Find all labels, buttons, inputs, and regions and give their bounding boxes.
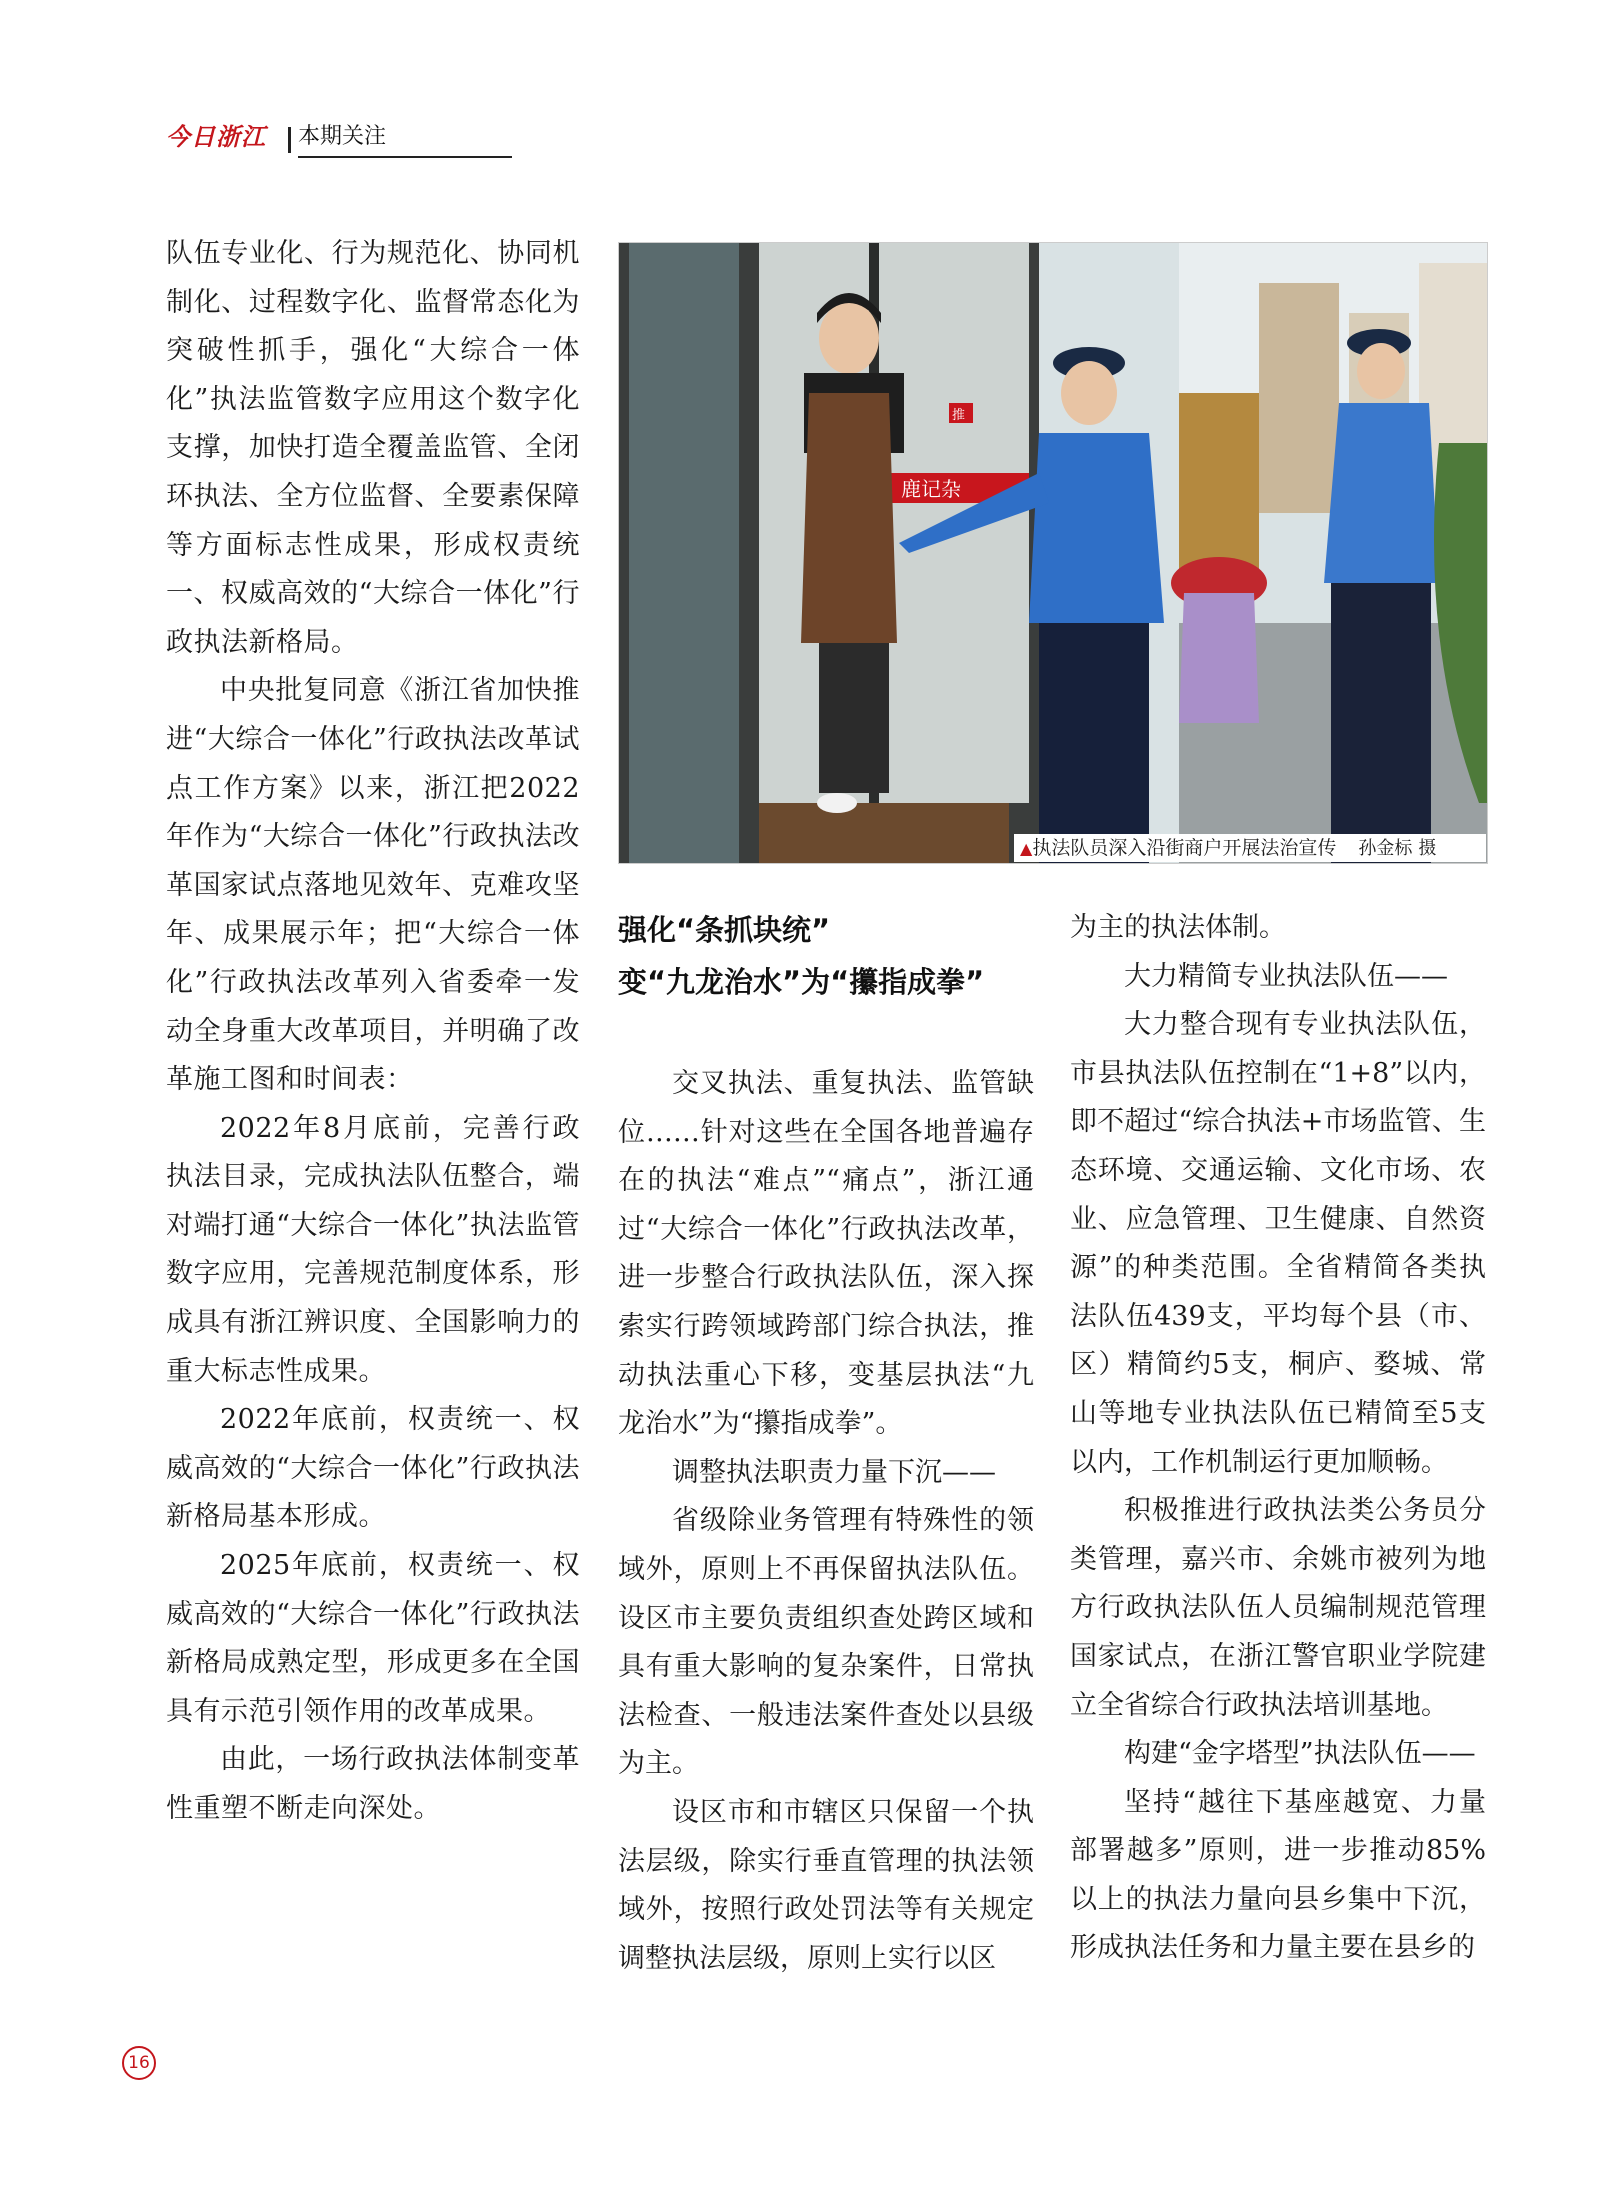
shop-tag-text: 推: [952, 408, 966, 423]
paragraph: 坚持“越往下基座越宽、力量部署越多”原则，进一步推动85%以上的执法力量向县乡集中下沉，形成执法任务和力量主要在县乡的: [1070, 1786, 1486, 1964]
paragraph: 省级除业务管理有特殊性的领域外，原则上不再保留执法队伍。设区市主要负责组织查处跨区域和具有重大影响的复杂案件，日常执法检查、一般违法案件查处以县级为主。: [618, 1505, 1034, 1780]
shop-sign-text: 鹿记杂: [901, 477, 961, 501]
section-name: 本期关注: [298, 124, 387, 149]
paragraph: 中央批复同意《浙江省加快推进“大综合一体化”行政执法改革试点工作方案》以来，浙江把2022年作为“大综合一体化”行政执法改革国家试点落地见效年、克难攻坚年、成果展示年；把“大综合一体化”行政执法改革列入省委牵一发动全身重大改革项目，并明确了改革施工图和时间表：: [166, 675, 580, 1096]
page-header: [166, 122, 512, 158]
header-underline: [298, 156, 512, 158]
paragraph: 设区市和市辖区只保留一个执法层级，除实行垂直管理的执法领域外，按照行政处罚法等有关规定调整执法层级，原则上实行以区: [618, 1796, 1034, 1974]
article-column-3: [1070, 904, 1486, 1973]
photographer-name: 孙金标: [1358, 838, 1413, 859]
caption-text: 执法队员深入沿街商户开展法治宣传: [1032, 837, 1337, 859]
page-number: 16: [122, 2046, 156, 2080]
paragraph: 2025年底前，权责统一、权威高效的“大综合一体化”行政执法新格局成熟定型，形成更多在全国具有示范引领作用的改革成果。: [166, 1550, 580, 1727]
magazine-logo: 今日浙江: [166, 122, 266, 151]
paragraph: 2022年8月底前，完善行政执法目录，完成执法队伍整合，端对端打通“大综合一体化”执法监管数字应用，完善规范制度体系，形成具有浙江辨识度、全国影响力的重大标志性成果。: [166, 1112, 580, 1387]
photo-caption: [1014, 834, 1486, 862]
caption-triangle-icon: ▲: [1020, 839, 1033, 858]
photo-credit-label: 摄: [1418, 838, 1437, 859]
paragraph: 大力整合现有专业执法队伍，市县执法队伍控制在“1+8”以内，即不超过“综合执法+市场监管、生态环境、交通运输、文化市场、农业、应急管理、卫生健康、自然资源”的种类范围。全省精简各类执法队伍439支，平均每个县（市、区）精简约5支，桐庐、婺城、常山等地专业执法队伍已精简至5支以内，工作机制运行更加顺畅。: [1070, 1009, 1486, 1478]
paragraph: 队伍专业化、行为规范化、协同机制化、过程数字化、监督常态化为突破性抓手，强化“大综合一体化”执法监管数字应用这个数字化支撑，加快打造全覆盖监管、全闭环执法、全方位监督、全要素保障等方面标志性成果，形成权责统一、权威高效的“大综合一体化”行政执法新格局。: [166, 238, 580, 658]
paragraph: 2022年底前，权责统一、权威高效的“大综合一体化”行政执法新格局基本形成。: [166, 1404, 580, 1533]
subheading: 大力精简专业执法队伍——: [1124, 960, 1448, 992]
header-divider: [288, 127, 291, 153]
section-heading-line-2: 变“九龙治水”为“攥指成拳”: [618, 965, 985, 999]
section-heading: [618, 904, 1058, 1008]
paragraph: 积极推进行政执法类公务员分类管理，嘉兴市、余姚市被列为地方行政执法队伍人员编制规范管理国家试点，在浙江警官职业学院建立全省综合行政执法培训基地。: [1070, 1495, 1486, 1721]
article-column-2: [618, 1060, 1034, 1983]
paragraph: 由此，一场行政执法体制变革性重塑不断走向深处。: [166, 1744, 580, 1824]
article-column-1: [166, 230, 580, 1834]
photo-illustration: [619, 243, 1487, 863]
subheading: 调整执法职责力量下沉——: [672, 1456, 996, 1488]
paragraph: 交叉执法、重复执法、监管缺位……针对这些在全国各地普遍存在的执法“难点”“痛点”，浙江通过“大综合一体化”行政执法改革，进一步整合行政执法队伍，深入探索实行跨领域跨部门综合执法，推动执法重心下移，变基层执法“九龙治水”为“攥指成拳”。: [618, 1068, 1034, 1440]
article-photo: [618, 242, 1488, 864]
section-heading-line-1: 强化“条抓块统”: [618, 913, 831, 947]
subheading: 构建“金字塔型”执法队伍——: [1124, 1738, 1476, 1770]
paragraph: 为主的执法体制。: [1070, 912, 1286, 943]
